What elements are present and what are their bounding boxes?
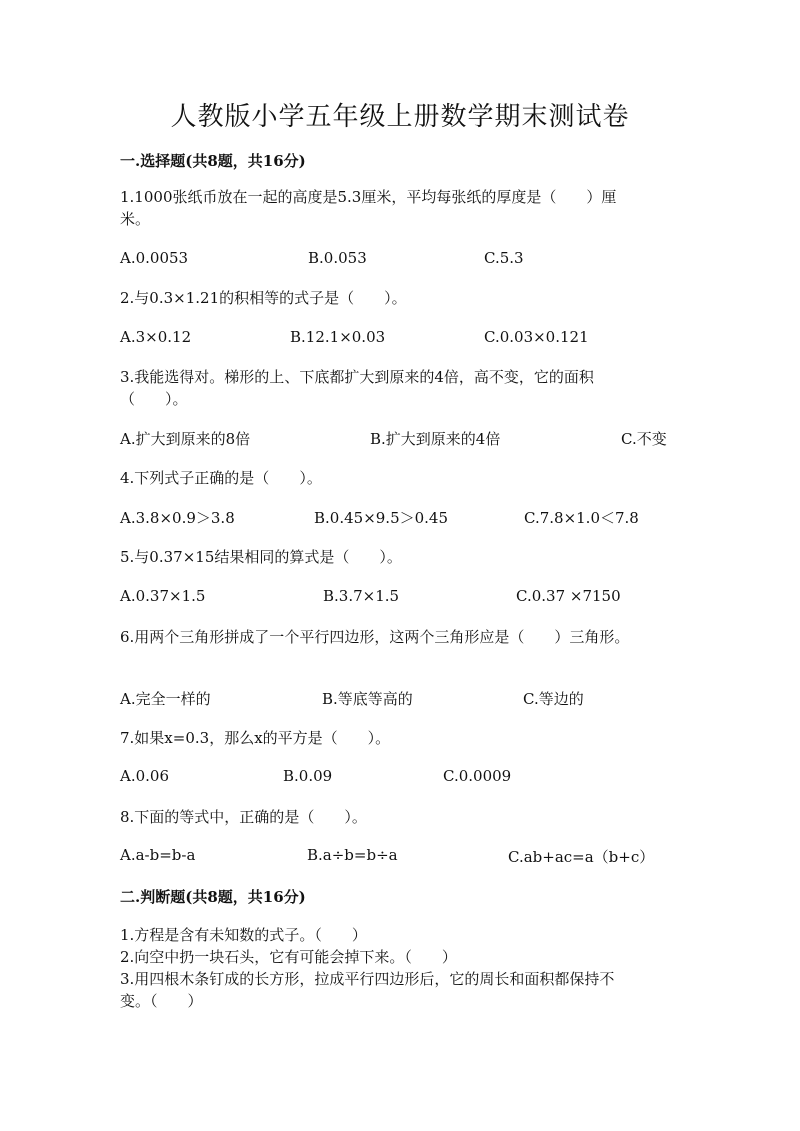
- option-a: A.0.0053: [120, 249, 189, 267]
- option-b: B.扩大到原来的4倍: [370, 430, 501, 448]
- question-text: 1.方程是含有未知数的式子。（ ）: [120, 926, 367, 944]
- question-text: 米。: [120, 210, 151, 228]
- option-a: A.0.37×1.5: [120, 587, 206, 605]
- section-heading-judgement: 二.判断题(共8题，共16分): [120, 888, 306, 906]
- question-text: 变。（ ）: [120, 992, 203, 1010]
- section-heading-choice: 一.选择题(共8题，共16分): [120, 152, 306, 170]
- option-a: A.a-b=b-a: [120, 846, 196, 864]
- option-a: A.0.06: [120, 767, 169, 785]
- option-b: B.0.45×9.5＞0.45: [314, 509, 449, 527]
- option-c: C.0.0009: [443, 767, 512, 785]
- option-c: C.ab+ac=a（b+c）: [508, 848, 655, 866]
- question-text: 5.与0.37×15结果相同的算式是（ ）。: [120, 548, 402, 566]
- question-text: 6.用两个三角形拼成了一个平行四边形，这两个三角形应是（ ）三角形。: [120, 628, 630, 646]
- question-text: 1.1000张纸币放在一起的高度是5.3厘米，平均每张纸的厚度是（ ）厘: [120, 188, 617, 206]
- option-c: C.不变: [621, 430, 667, 448]
- option-b: B.0.09: [283, 767, 333, 785]
- question-text: 3.用四根木条钉成的长方形，拉成平行四边形后，它的周长和面积都保持不: [120, 970, 615, 988]
- page-title: 人教版小学五年级上册数学期末测试卷: [170, 102, 630, 132]
- option-c: C.7.8×1.0＜7.8: [524, 509, 639, 527]
- option-b: B.0.053: [308, 249, 367, 267]
- option-b: B.12.1×0.03: [290, 328, 386, 346]
- option-c: C.0.03×0.121: [484, 328, 589, 346]
- option-b: B.3.7×1.5: [323, 587, 400, 605]
- question-text: 2.向空中扔一块石头，它有可能会掉下来。（ ）: [120, 948, 457, 966]
- option-b: B.等底等高的: [322, 690, 413, 708]
- option-b: B.a÷b=b÷a: [307, 846, 398, 864]
- question-text: 4.下列式子正确的是（ ）。: [120, 469, 322, 487]
- question-text: （ ）。: [120, 390, 188, 408]
- question-text: 7.如果x=0.3，那么x的平方是（ ）。: [120, 729, 391, 747]
- option-c: C.5.3: [484, 249, 524, 267]
- option-a: A.完全一样的: [120, 690, 211, 708]
- question-text: 3.我能选得对。梯形的上、下底都扩大到原来的4倍，高不变，它的面积: [120, 368, 594, 386]
- option-a: A.扩大到原来的8倍: [120, 430, 251, 448]
- option-c: C.等边的: [523, 690, 584, 708]
- option-a: A.3.8×0.9＞3.8: [120, 509, 235, 527]
- option-a: A.3×0.12: [120, 328, 192, 346]
- option-c: C.0.37 ×7150: [516, 587, 621, 605]
- question-text: 8.下面的等式中，正确的是（ ）。: [120, 808, 367, 826]
- question-text: 2.与0.3×1.21的积相等的式子是（ ）。: [120, 289, 407, 307]
